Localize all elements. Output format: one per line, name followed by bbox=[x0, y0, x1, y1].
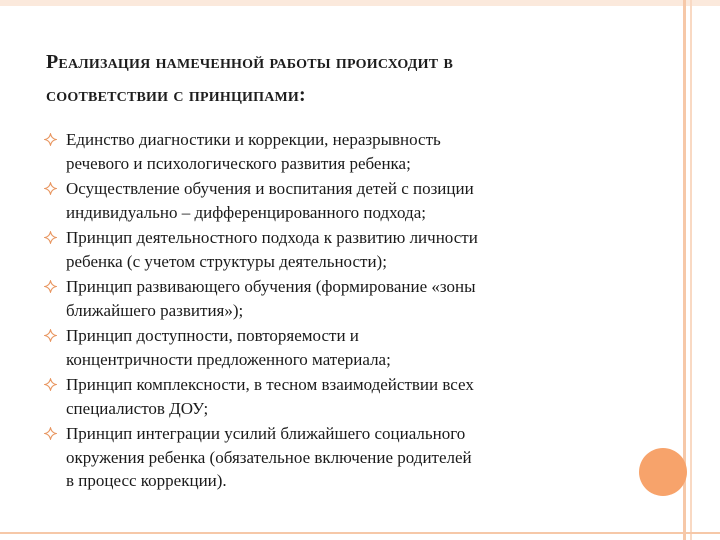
list-item-line: концентричности предложенного материала; bbox=[66, 349, 391, 369]
list-item bbox=[46, 373, 646, 420]
bullet-icon bbox=[44, 231, 57, 244]
list-item-line: ближайшего развития»); bbox=[66, 300, 244, 320]
principles-list bbox=[46, 128, 646, 495]
list-item-line: Осуществление обучения и воспитания детей с позиции bbox=[66, 179, 474, 198]
list-item-text bbox=[66, 128, 646, 175]
list-item-text bbox=[66, 226, 646, 273]
list-item-text bbox=[66, 324, 646, 371]
bottom-frame-line bbox=[0, 532, 720, 534]
slide-title bbox=[46, 46, 666, 112]
bullet-icon bbox=[44, 182, 57, 195]
top-edge bbox=[0, 0, 720, 6]
bullet-icon bbox=[44, 329, 57, 342]
list-item-line: Принцип развивающего обучения (формирование «зоны bbox=[66, 277, 476, 296]
list-item-line: Принцип комплексности, в тесном взаимодействии всех bbox=[66, 375, 474, 394]
bullet-icon bbox=[44, 133, 57, 146]
list-item bbox=[46, 177, 646, 224]
title-line-2: соответствии с принципами: bbox=[46, 84, 306, 106]
bullet-icon bbox=[44, 427, 57, 440]
list-item-line: Принцип доступности, повторяемости и bbox=[66, 326, 359, 345]
list-item-text bbox=[66, 373, 646, 420]
list-item bbox=[46, 275, 646, 322]
list-item-line: индивидуально – дифференцированного подхода; bbox=[66, 202, 426, 222]
list-item-line: окружения ребенка (обязательное включение родителей bbox=[66, 447, 472, 467]
list-item bbox=[46, 324, 646, 371]
list-item-line: ребенка (с учетом структуры деятельности); bbox=[66, 251, 387, 271]
list-item-line: Единство диагностики и коррекции, неразрывность bbox=[66, 130, 441, 149]
list-item-line: специалистов ДОУ; bbox=[66, 398, 209, 418]
decorative-circle bbox=[639, 448, 687, 496]
list-item-line: в процесс коррекции). bbox=[66, 471, 227, 490]
bullet-icon bbox=[44, 280, 57, 293]
list-item-line: Принцип деятельностного подхода к развитию личности bbox=[66, 228, 478, 247]
bullet-icon bbox=[44, 378, 57, 391]
list-item-text bbox=[66, 275, 646, 322]
list-item bbox=[46, 422, 646, 493]
list-item-text bbox=[66, 177, 646, 224]
right-frame-line-inner bbox=[690, 0, 692, 540]
list-item bbox=[46, 128, 646, 175]
title-line-1: Реализация намеченной работы происходит в bbox=[46, 51, 453, 73]
list-item-line: речевого и психологического развития ребенка; bbox=[66, 153, 411, 173]
list-item bbox=[46, 226, 646, 273]
list-item-line: Принцип интеграции усилий ближайшего социального bbox=[66, 424, 466, 443]
list-item-text bbox=[66, 422, 646, 493]
